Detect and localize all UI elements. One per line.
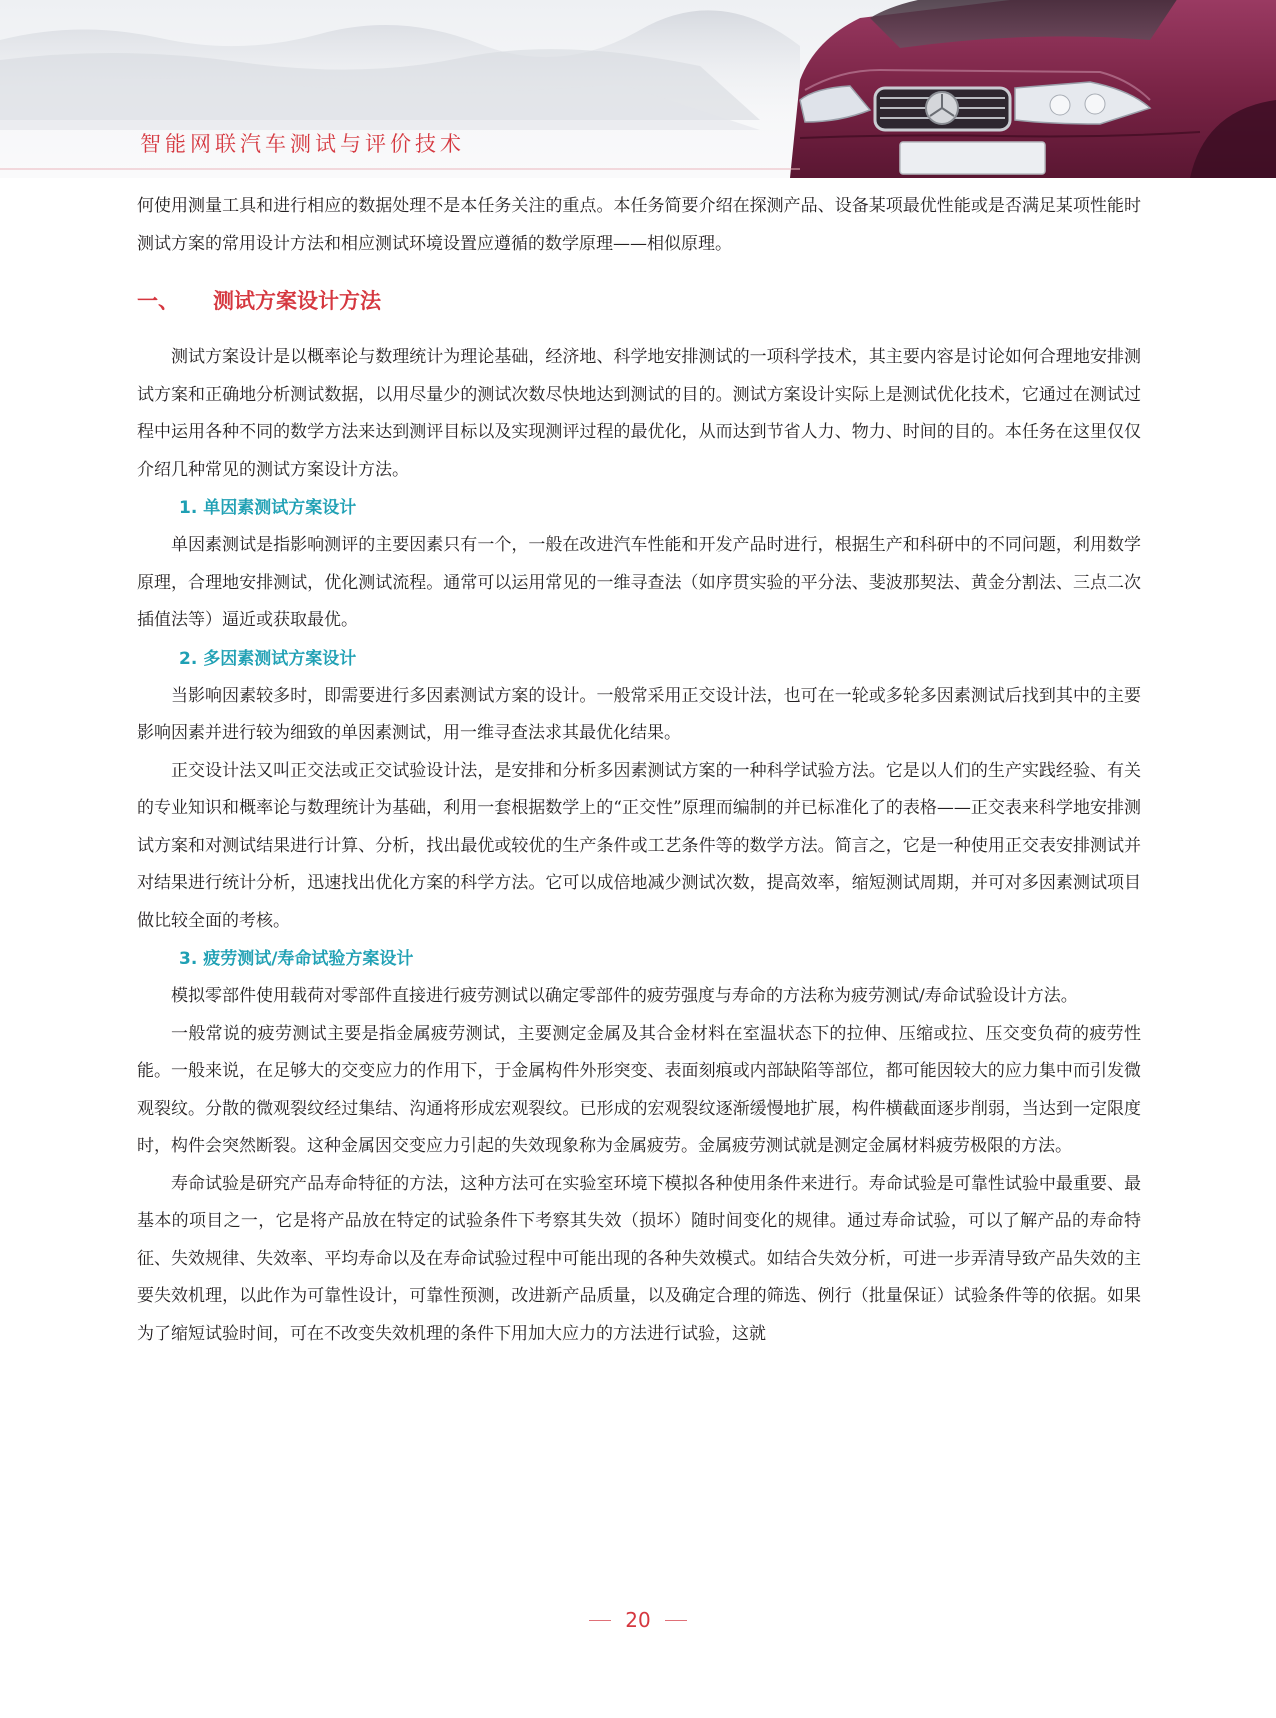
section-paragraph: 测试方案设计是以概率论与数理统计为理论基础，经济地、科学地安排测试的一项科学技术，其主要内容是讨论如何合理地安排测试方案和正确地分析测试数据，以用尽量少的测试次数尽快地达到测试的目的。测试方案设计实际上是测试优化技术，它通过在测试过程中运用各种不同的数学方法来达到测评目标以及实现测评过程的最优化，从而达到节省人力、物力、时间的目的。本任务在这里仅仅介绍几种常见的测试方案设计方法。 — [137, 347, 1141, 480]
page-number: 20 — [625, 1608, 651, 1632]
page-content — [137, 188, 1141, 1353]
section-title: 测试方案设计方法 — [213, 289, 381, 313]
car-front-illustration — [790, 0, 1276, 178]
intro-paragraph: 何使用测量工具和进行相应的数据处理不是本任务关注的重点。本任务简要介绍在探测产品、设备某项最优性能或是否满足某项性能时测试方案的常用设计方法和相应测试环境设置应遵循的数学原理——相似原理。 — [137, 196, 1141, 254]
subsection-3-paragraph-1: 模拟零部件使用载荷对零部件直接进行疲劳测试以确定零部件的疲劳强度与寿命的方法称为疲劳测试/寿命试验设计方法。 — [171, 986, 1078, 1006]
subsection-3-paragraph-2: 一般常说的疲劳测试主要是指金属疲劳测试，主要测定金属及其合金材料在室温状态下的拉伸、压缩或拉、压交变负荷的疲劳性能。一般来说，在足够大的交变应力的作用下，于金属构件外形突变、表面刻痕或内部缺陷等部位，都可能因较大的应力集中而引发微观裂纹。分散的微观裂纹经过集结、沟通将形成宏观裂纹。已形成的宏观裂纹逐渐缓慢地扩展，构件横截面逐步削弱，当达到一定限度时，构件会突然断裂。这种金属因交变应力引起的失效现象称为金属疲劳。金属疲劳测试就是测定金属材料疲劳极限的方法。 — [137, 1023, 1141, 1156]
section-number: 一、 — [137, 289, 179, 313]
subsection-1-paragraph: 单因素测试是指影响测评的主要因素只有一个，一般在改进汽车性能和开发产品时进行，根据生产和科研中的不同问题，利用数学原理，合理地安排测试，优化测试流程。通常可以运用常见的一维寻查法（如序贯实验的平分法、斐波那契法、黄金分割法、三点二次插值法等）逼近或获取最优。 — [137, 535, 1141, 630]
footer-dash-right — [665, 1620, 687, 1621]
subsection-heading-3: 3. 疲劳测试/寿命试验方案设计 — [179, 949, 414, 969]
subsection-heading-2: 2. 多因素测试方案设计 — [179, 648, 357, 669]
subsection-3-paragraph-3: 寿命试验是研究产品寿命特征的方法，这种方法可在实验室环境下模拟各种使用条件来进行。寿命试验是可靠性试验中最重要、最基本的项目之一，它是将产品放在特定的试验条件下考察其失效（损坏）随时间变化的规律。通过寿命试验，可以了解产品的寿命特征、失效规律、失效率、平均寿命以及在寿命试验过程中可能出现的各种失效模式。如结合失效分析，可进一步弄清导致产品失效的主要失效机理，以此作为可靠性设计，可靠性预测，改进新产品质量，以及确定合理的筛选、例行（批量保证）试验条件等的依据。如果为了缩短试验时间，可在不改变失效机理的条件下用加大应力的方法进行试验，这就 — [137, 1173, 1141, 1344]
footer-dash-left — [589, 1620, 611, 1621]
section-heading — [137, 281, 1141, 321]
page-footer — [0, 1600, 1276, 1640]
book-title: 智能网联汽车测试与评价技术 — [140, 132, 465, 156]
header-banner — [0, 0, 1276, 178]
subsection-2-paragraph-2: 正交设计法又叫正交法或正交试验设计法，是安排和分析多因素测试方案的一种科学试验方法。它是以人们的生产实践经验、有关的专业知识和概率论与数理统计为基础，利用一套根据数学上的“正交性”原理而编制的并已标准化了的表格——正交表来科学地安排测试方案和对测试结果进行计算、分析，找出最优或较优的生产条件或工艺条件等的数学方法。简言之，它是一种使用正交表安排测试并对结果进行统计分析，迅速找出优化方案的科学方法。它可以成倍地减少测试次数，提高效率，缩短测试周期，并可对多因素测试项目做比较全面的考核。 — [137, 760, 1141, 931]
subsection-heading-1: 1. 单因素测试方案设计 — [179, 498, 357, 518]
subsection-2-paragraph-1: 当影响因素较多时，即需要进行多因素测试方案的设计。一般常采用正交设计法，也可在一轮或多轮多因素测试后找到其中的主要影响因素并进行较为细致的单因素测试，用一维寻查法求其最优化结果。 — [137, 685, 1141, 743]
